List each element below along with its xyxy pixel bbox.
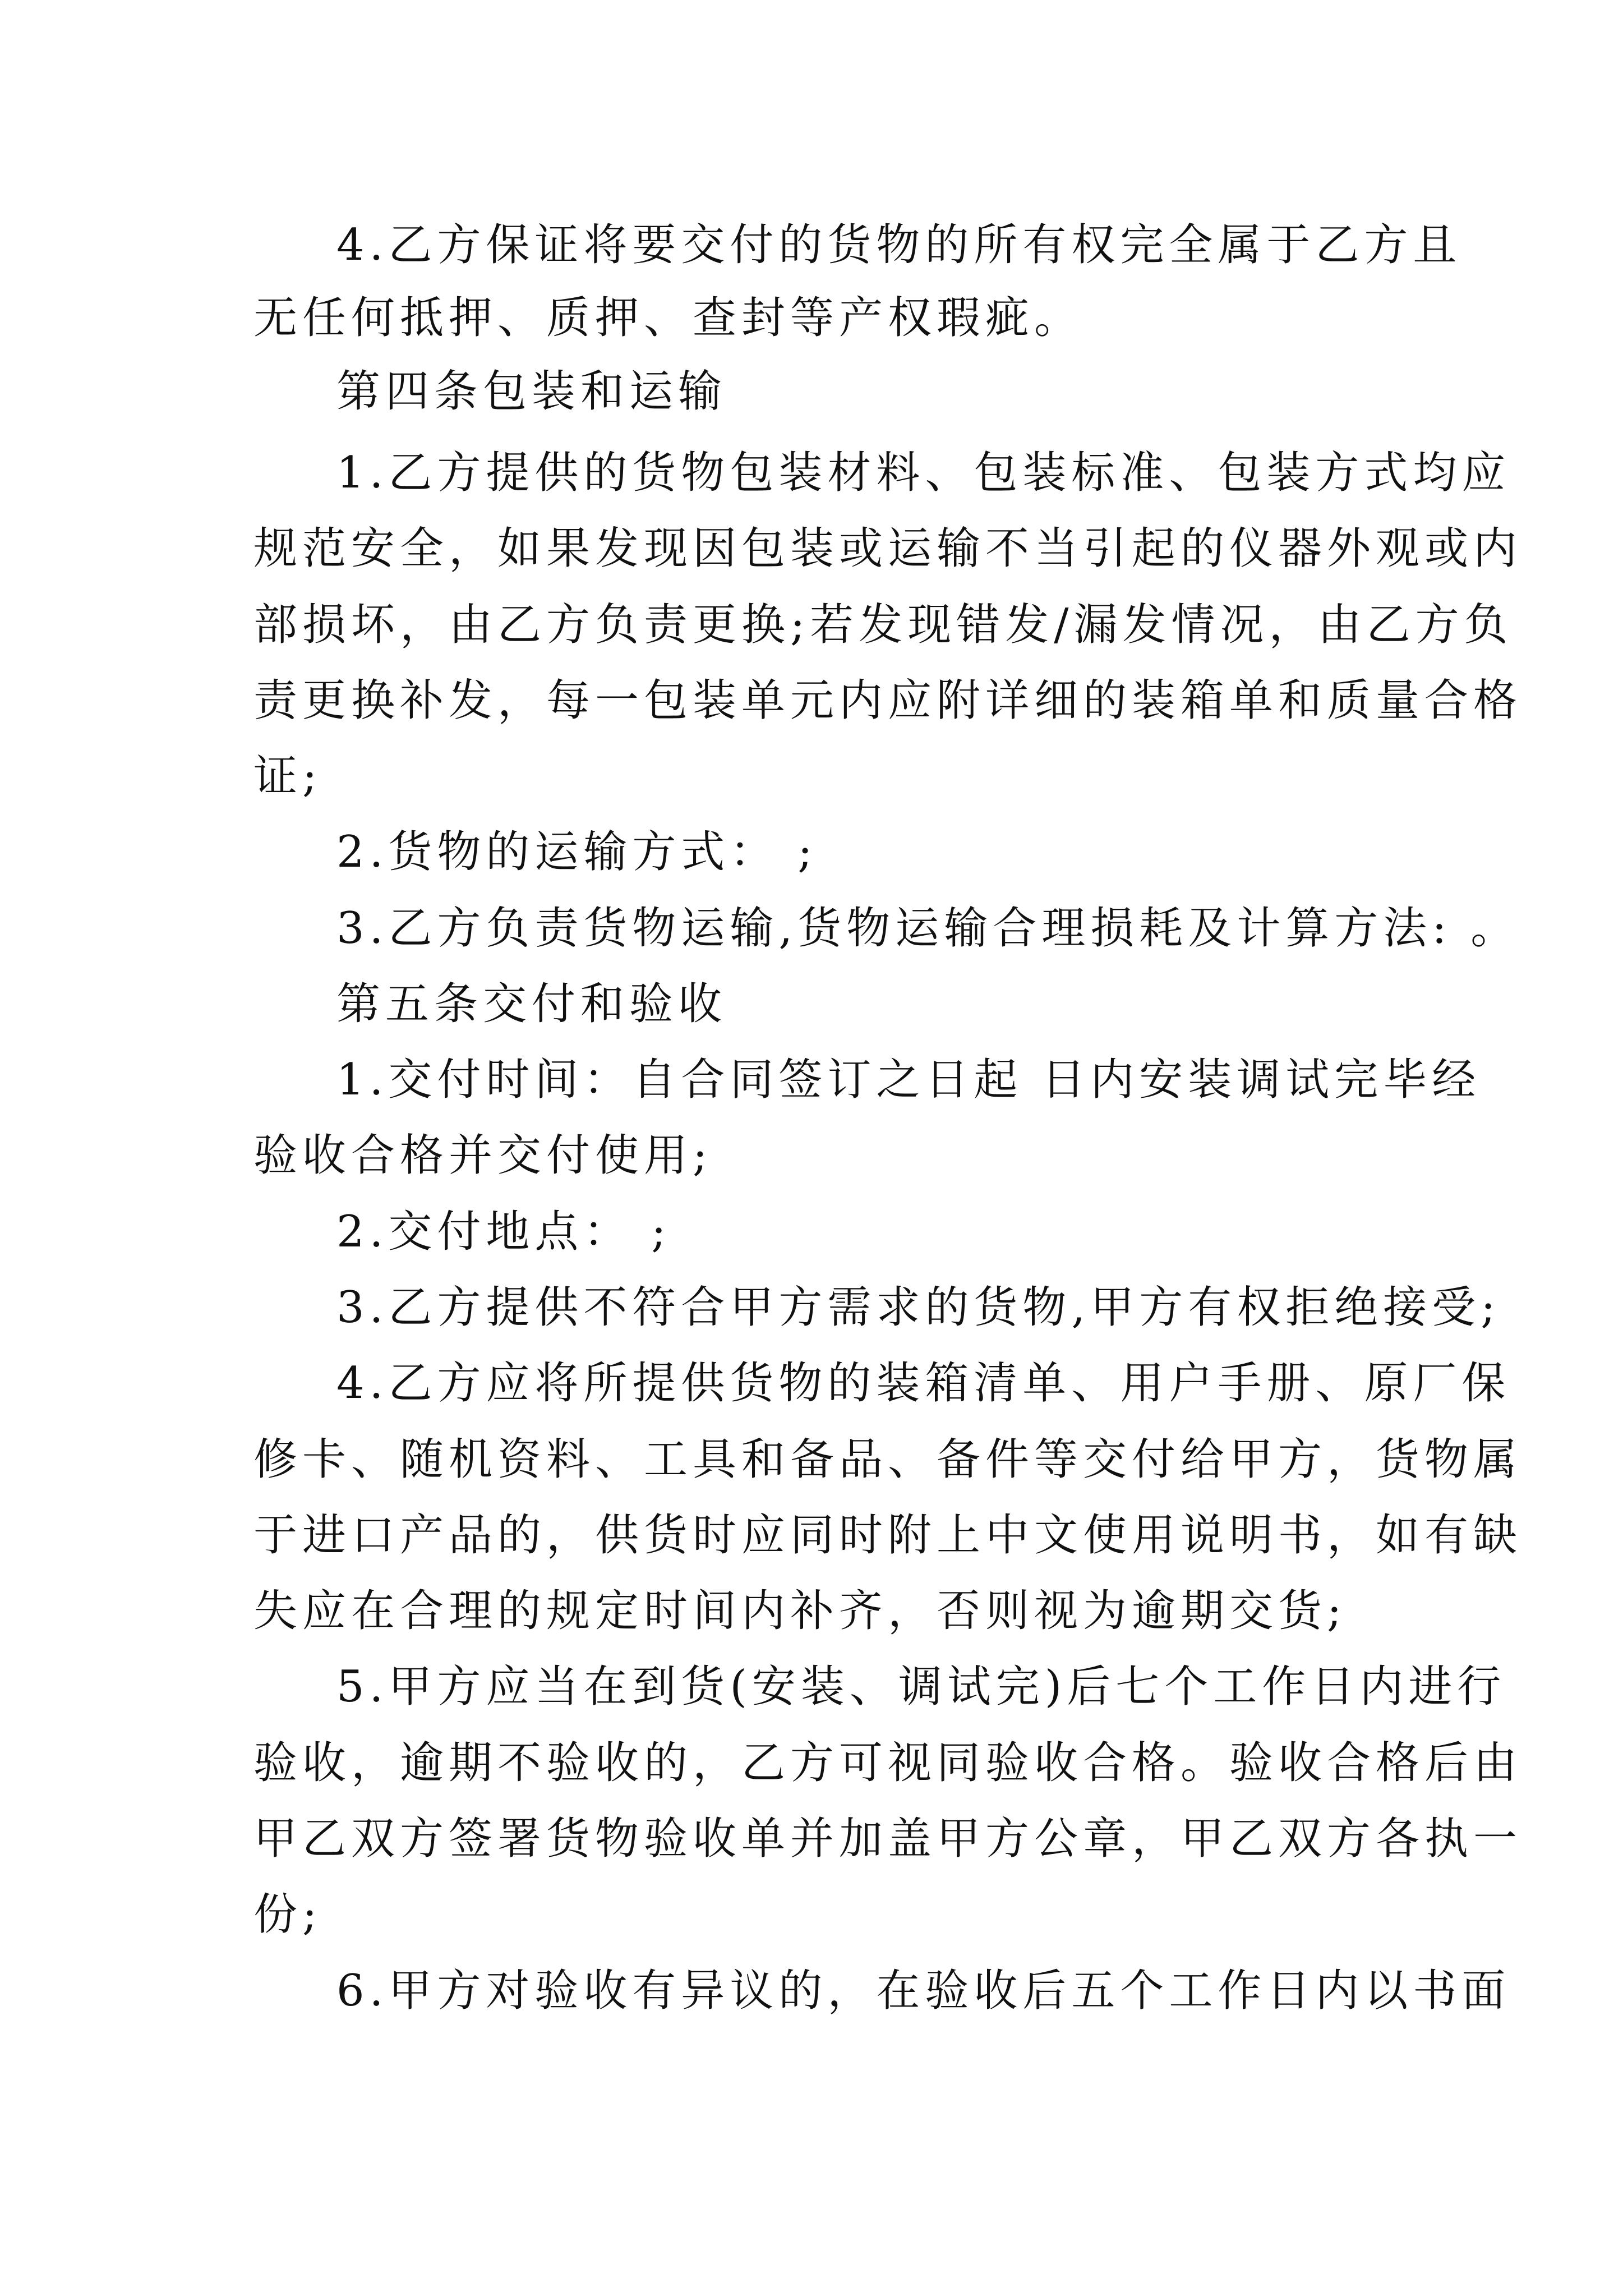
paragraph-line: 1.乙方提供的货物包装材料、包装标准、包装方式均应	[336, 448, 1511, 498]
paragraph-line: 证;	[253, 751, 322, 802]
paragraph-line: 责更换补发，每一包装单元内应附详细的装箱单和质量合格	[253, 675, 1523, 726]
paragraph-line: 2.货物的运输方式： ;	[336, 827, 818, 877]
paragraph-line: 验收合格并交付使用;	[253, 1130, 713, 1181]
paragraph-line: 无任何抵押、质押、查封等产权瑕疵。	[253, 293, 1083, 343]
paragraph-line: 3.乙方提供不符合甲方需求的货物,甲方有权拒绝接受;	[336, 1282, 1501, 1333]
section-heading: 第五条交付和验收	[336, 979, 727, 1029]
paragraph-line: 份;	[253, 1889, 322, 1940]
paragraph-line: 2.交付地点： ;	[336, 1207, 671, 1257]
paragraph-line: 于进口产品的，供货时应同时附上中文使用说明书，如有缺	[253, 1510, 1523, 1561]
section-heading: 第四条包装和运输	[336, 366, 727, 417]
paragraph-line: 验收，逾期不验收的，乙方可视同验收合格。验收合格后由	[253, 1738, 1523, 1788]
paragraph-line: 部损坏，由乙方负责更换;若发现错发/漏发情况，由乙方负	[253, 600, 1513, 650]
paragraph-line: 修卡、随机资料、工具和备品、备件等交付给甲方，货物属	[253, 1434, 1523, 1485]
paragraph-line: 1.交付时间：自合同签订之日起 日内安装调试完毕经	[336, 1055, 1481, 1105]
paragraph-line: 规范安全，如果发现因包装或运输不当引起的仪器外观或内	[253, 523, 1523, 574]
paragraph-line: 4.乙方应将所提供货物的装箱清单、用户手册、原厂保	[336, 1358, 1511, 1409]
paragraph-line: 3.乙方负责货物运输,货物运输合理损耗及计算方法: 。	[336, 903, 1520, 954]
paragraph-line: 失应在合理的规定时间内补齐，否则视为逾期交货;	[253, 1586, 1347, 1636]
paragraph-line: 甲乙双方签署货物验收单并加盖甲方公章，甲乙双方各执一	[253, 1814, 1523, 1864]
paragraph-line: 4.乙方保证将要交付的货物的所有权完全属于乙方且	[336, 220, 1462, 270]
paragraph-line: 5.甲方应当在到货(安装、调试完)后七个工作日内进行	[336, 1662, 1506, 1712]
paragraph-line: 6.甲方对验收有异议的，在验收后五个工作日内以书面	[336, 1966, 1511, 2016]
